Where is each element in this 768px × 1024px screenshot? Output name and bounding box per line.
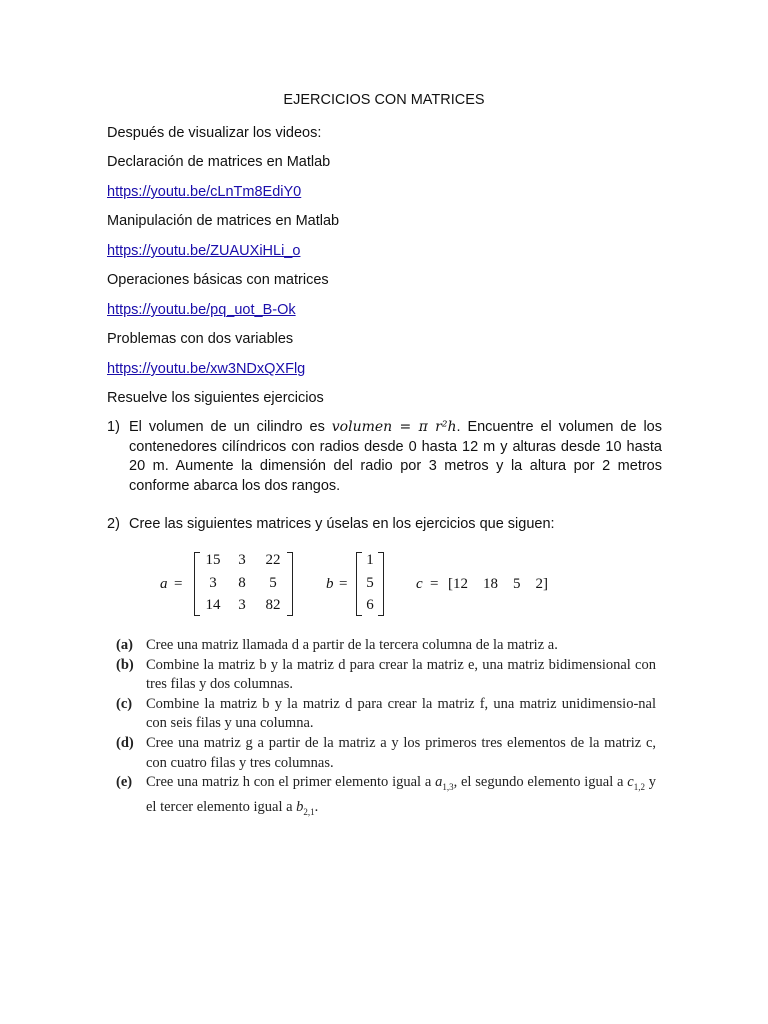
video-label-4: Problemas con dos variables bbox=[107, 331, 294, 347]
problem-b-label: (b) bbox=[116, 656, 134, 673]
matrix-b-cell: 1 bbox=[366, 552, 374, 568]
matrix-a-cell: 5 bbox=[269, 575, 277, 591]
matrix-a-cell: 3 bbox=[238, 552, 246, 568]
matrix-a-cell: 15 bbox=[205, 552, 221, 568]
problem-a bbox=[116, 636, 656, 656]
problem-b-text: Combine la matriz b y la matriz d para crear la matriz e, una matriz bidimensional con tres filas y dos columnas. bbox=[146, 656, 656, 693]
instruction-text: Resuelve los siguientes ejercicios bbox=[107, 390, 324, 406]
symbol-b: b bbox=[296, 798, 304, 815]
problem-d-label: (d) bbox=[116, 734, 134, 751]
matrix-c-row: [12 18 5 2] bbox=[448, 576, 548, 592]
subscript-c: 1,2 bbox=[633, 782, 645, 793]
video-link-3[interactable]: https://youtu.be/pq_uot_B-Ok bbox=[107, 302, 296, 318]
symbol-a: a bbox=[435, 774, 443, 791]
exercise-1-text-end: . Encuentre el volumen de los contenedores cilíndricos con radios desde 0 hasta 12 m y alturas desde 10 hasta 20 m. Aumente la dimensión del radio por 3 metros y la altura por 2 metros conforme abarca los dos rangos. bbox=[129, 419, 662, 494]
problem-c bbox=[116, 695, 656, 734]
matrix-a-cell: 8 bbox=[238, 575, 246, 591]
problem-d bbox=[116, 734, 656, 773]
problem-d-text: Cree una matriz g a partir de la matriz a y los primeros tres elementos de la matriz c, con cuatro filas y tres columnas. bbox=[146, 734, 656, 771]
problem-a-text: Cree una matriz llamada d a partir de la tercera columna de la matriz a. bbox=[146, 637, 558, 653]
matrix-a-cell: 82 bbox=[265, 597, 281, 613]
matrix-b-right-bracket bbox=[378, 552, 384, 616]
exercise-1-number: 1) bbox=[107, 419, 120, 435]
problem-e-text-3: y el tercer elemento igual a bbox=[146, 774, 657, 815]
problem-e-text-4: . bbox=[314, 798, 319, 815]
exercise-1-text-start: El volumen de un cilindro es bbox=[129, 419, 332, 435]
matrix-c-equals: = bbox=[430, 576, 439, 592]
matrix-definitions bbox=[160, 550, 580, 620]
video-label-1: Declaración de matrices en Matlab bbox=[107, 154, 331, 170]
matrix-b-cell: 6 bbox=[366, 597, 374, 613]
problem-e bbox=[116, 773, 656, 822]
subscript-b: 2,1 bbox=[303, 806, 315, 817]
matrix-b-name: b bbox=[326, 576, 334, 592]
video-label-2: Manipulación de matrices en Matlab bbox=[107, 213, 340, 229]
matrix-b-equals: = bbox=[339, 576, 348, 592]
problem-c-label: (c) bbox=[116, 695, 133, 712]
exercise-2-text: Cree las siguientes matrices y úselas en los ejercicios que siguen: bbox=[129, 516, 555, 532]
matrix-a-right-bracket bbox=[287, 552, 293, 616]
problem-c-text: Combine la matriz b y la matriz d para crear la matriz f, una matriz unidimensio-nal con seis filas y una columna. bbox=[146, 695, 656, 732]
matrix-b-cell: 5 bbox=[366, 575, 374, 591]
exercise-2 bbox=[107, 515, 662, 535]
problem-e-text-1: Cree una matriz h con el primer elemento igual a bbox=[146, 774, 436, 791]
problem-list bbox=[116, 636, 656, 822]
problem-b bbox=[116, 656, 656, 695]
problem-e-label: (e) bbox=[116, 774, 133, 791]
exercise-2-number: 2) bbox=[107, 516, 120, 532]
document-title: EJERCICIOS CON MATRICES bbox=[283, 92, 485, 108]
subscript-a: 1,3 bbox=[442, 782, 454, 793]
matrix-c-name: c bbox=[416, 576, 423, 592]
intro-text: Después de visualizar los videos: bbox=[107, 125, 322, 141]
video-link-1[interactable]: https://youtu.be/cLnTm8EdiY0 bbox=[107, 184, 302, 200]
matrix-a-cell: 3 bbox=[209, 575, 217, 591]
problem-e-text-2: , el segundo elemento igual a bbox=[453, 774, 628, 791]
video-label-3: Operaciones básicas con matrices bbox=[107, 272, 329, 288]
matrix-a-cell: 14 bbox=[205, 597, 221, 613]
matrix-a-cell: 22 bbox=[265, 552, 281, 568]
matrix-a-name: a bbox=[160, 576, 168, 592]
video-link-2[interactable]: https://youtu.be/ZUAUXiHLi_o bbox=[107, 243, 301, 259]
video-link-4[interactable]: https://youtu.be/xw3NDxQXFlg bbox=[107, 361, 306, 377]
exercise-1 bbox=[107, 418, 662, 496]
symbol-c: c bbox=[627, 774, 634, 791]
problem-a-label: (a) bbox=[116, 637, 133, 653]
volume-formula: volumen = π r²h bbox=[331, 419, 457, 435]
matrix-a-cell: 3 bbox=[238, 597, 246, 613]
matrix-a-equals: = bbox=[174, 576, 183, 592]
